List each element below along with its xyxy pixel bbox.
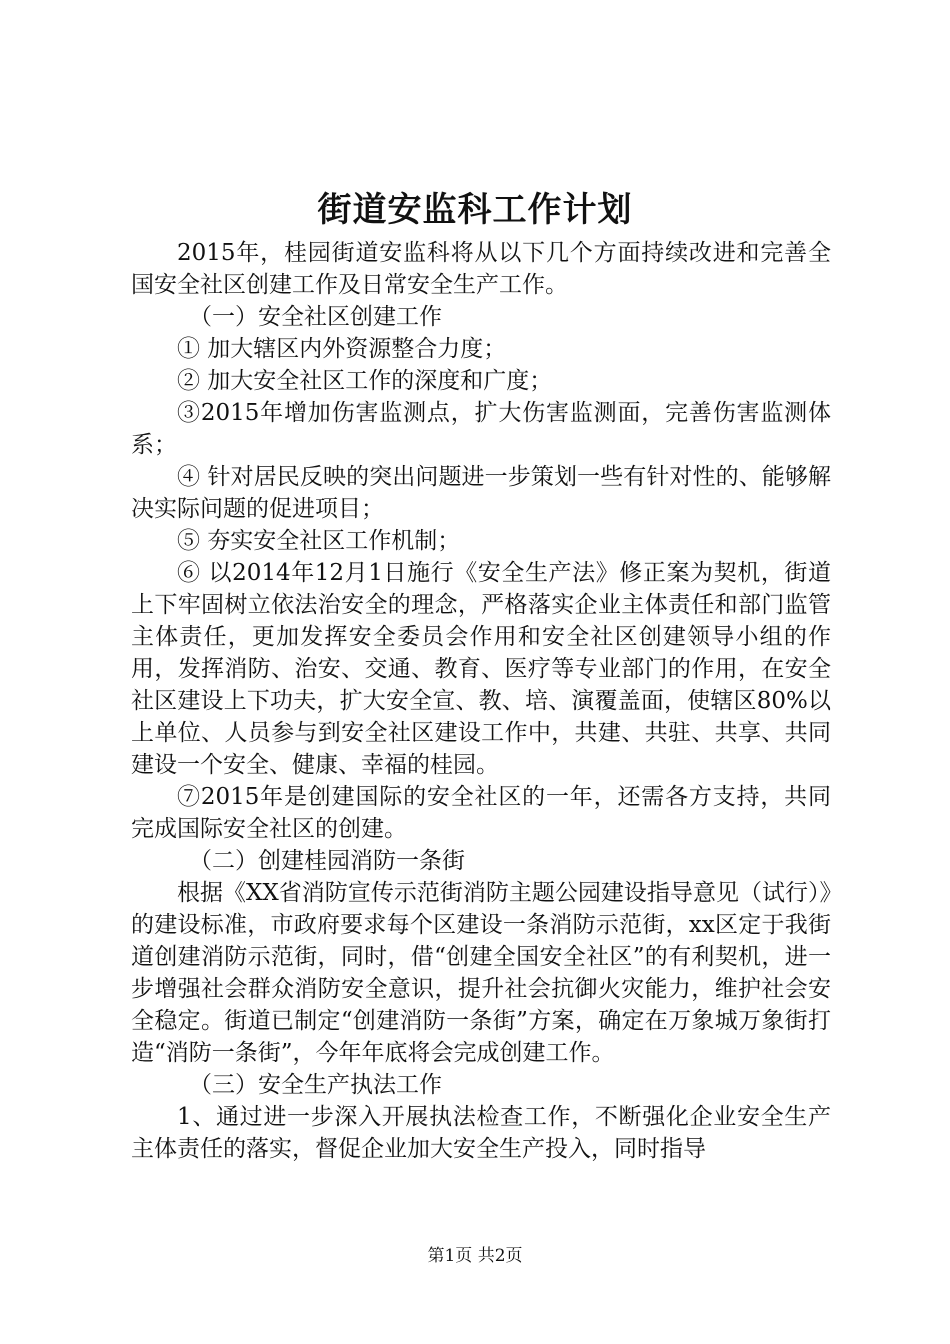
list-item: ⑦2015年是创建国际的安全社区的一年，还需各方支持，共同完成国际安全社区的创建。 — [131, 784, 831, 842]
list-item: ⑥ 以2014年12月1日施行《安全生产法》修正案为契机，街道上下牢固树立依法治安全的理念，严格落实企业主体责任和部门监管主体责任，更加发挥安全委员会作用和安全社区创建领导小组的作用，发挥消防、治安、交通、教育、医疗等专业部门的作用，在安全社区建设上下功夫，扩大安全宣、教、培、演覆盖面，使辖区80%以上单位、人员参与到安全社区建设工作中，共建、共驻、共享、共同建设一个安全、健康、幸福的桂园。 — [131, 560, 831, 778]
list-item: ① 加大辖区内外资源整合力度； — [177, 336, 507, 362]
document-body — [131, 237, 831, 1165]
list-item: ③2015年增加伤害监测点，扩大伤害监测面，完善伤害监测体系； — [131, 400, 831, 458]
list-item: ② 加大安全社区工作的深度和广度； — [177, 368, 553, 394]
section-heading-3: （三）安全生产执法工作 — [189, 1072, 442, 1098]
paragraph-fire-street: 根据《XX省消防宣传示范街消防主题公园建设指导意见（试行）》的建设标准，市政府要求每个区建设一条消防示范街，xx区定于我街道创建消防示范街，同时，借“创建全国安全社区”的有利契机，进一步增强社会群众消防安全意识，提升社会抗御火灾能力，维护社会安全稳定。街道已制定“创建消防一条街”方案，确定在万象城万象街打造“消防一条街”，今年年底将会完成创建工作。 — [131, 880, 831, 1066]
list-item: ④ 针对居民反映的突出问题进一步策划一些有针对性的、能够解决实际问题的促进项目； — [131, 464, 831, 522]
document-title: 街道安监科工作计划 — [317, 190, 633, 230]
paragraph-intro: 2015年，桂园街道安监科将从以下几个方面持续改进和完善全国安全社区创建工作及日常安全生产工作。 — [131, 240, 831, 298]
section-heading-2: （二）创建桂园消防一条街 — [189, 848, 465, 874]
section-heading-1: （一）安全社区创建工作 — [189, 304, 442, 330]
list-item: ⑤ 夯实安全社区工作机制； — [177, 528, 461, 554]
page-footer: 第1页 共2页 — [427, 1246, 523, 1266]
paragraph-enforcement: 1、通过进一步深入开展执法检查工作，不断强化企业安全生产主体责任的落实，督促企业加大安全生产投入，同时指导 — [131, 1104, 831, 1162]
